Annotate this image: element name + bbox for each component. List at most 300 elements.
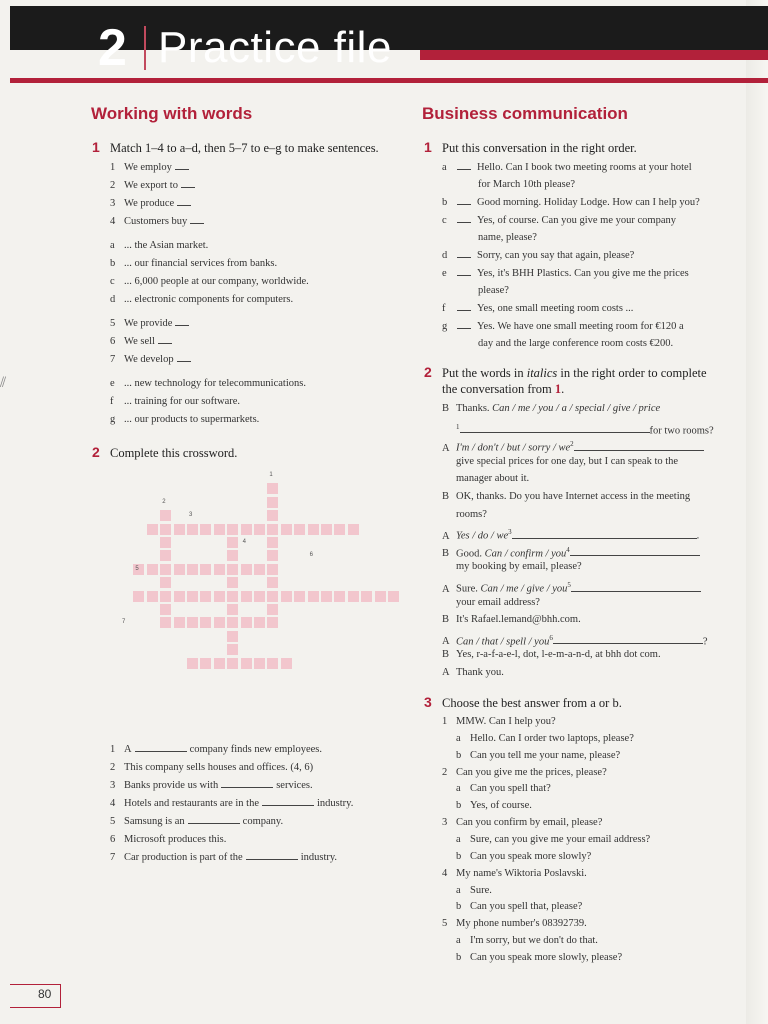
answer-option-b[interactable] bbox=[456, 951, 622, 965]
crossword-cell[interactable] bbox=[267, 658, 278, 669]
match-item bbox=[110, 179, 195, 193]
crossword-clue bbox=[110, 743, 322, 757]
exercise-instruction: Put the words in italics in the right order to complete the conversation from 1. bbox=[442, 366, 707, 396]
item-label: 6 bbox=[110, 336, 116, 347]
item-label: 7 bbox=[110, 354, 116, 365]
crossword-cell[interactable] bbox=[294, 524, 305, 535]
item-text: Yes. We have one small meeting room for €120 a bbox=[477, 321, 684, 332]
answer-blank[interactable] bbox=[221, 779, 273, 788]
dialogue-text: your email address? bbox=[456, 596, 540, 608]
item-text: Customers buy bbox=[124, 216, 188, 227]
item-label: 2 bbox=[110, 180, 116, 191]
match-item bbox=[110, 215, 204, 229]
answer-blank[interactable] bbox=[188, 815, 240, 824]
crossword-cell[interactable] bbox=[254, 591, 265, 602]
crossword-cell[interactable] bbox=[321, 524, 332, 535]
crossword-clue bbox=[110, 761, 313, 775]
exercise-number: 1 bbox=[92, 139, 100, 155]
match-item bbox=[110, 161, 189, 175]
crossword-cell[interactable] bbox=[214, 658, 225, 669]
dialogue-text-end: ? bbox=[702, 636, 708, 648]
option-label: b bbox=[456, 850, 462, 862]
crossword-cell[interactable] bbox=[160, 604, 171, 615]
crossword-cell[interactable] bbox=[334, 591, 345, 602]
dialogue-text: rooms? bbox=[456, 508, 487, 520]
item-label: g bbox=[110, 414, 116, 425]
crossword-cell[interactable] bbox=[227, 591, 238, 602]
question bbox=[442, 867, 587, 881]
crossword-cell[interactable] bbox=[160, 524, 171, 535]
dialogue-line bbox=[442, 666, 504, 680]
crossword-clue-number: 7 bbox=[122, 619, 126, 626]
crossword-cell[interactable] bbox=[227, 644, 238, 655]
crossword-cell[interactable] bbox=[200, 564, 211, 575]
answer-blank[interactable] bbox=[457, 249, 471, 258]
option-text: Sure, can you give me your email address? bbox=[470, 834, 651, 845]
match-item bbox=[110, 335, 172, 349]
answer-blank[interactable] bbox=[181, 179, 195, 188]
dialogue-line bbox=[442, 420, 714, 439]
crossword-cell[interactable] bbox=[227, 658, 238, 669]
item-text: We develop bbox=[124, 354, 174, 365]
option-text: Yes, of course. bbox=[470, 800, 532, 812]
question-number: 3 bbox=[442, 817, 448, 829]
crossword-cell[interactable] bbox=[267, 550, 278, 561]
option-label: a bbox=[456, 935, 461, 947]
exercise-number: 1 bbox=[424, 139, 432, 155]
crossword-cell[interactable] bbox=[200, 524, 211, 535]
crossword-cell[interactable] bbox=[227, 537, 238, 548]
crossword-clue-number: 6 bbox=[309, 552, 313, 559]
crossword-cell[interactable] bbox=[174, 591, 185, 602]
speaker-label: B bbox=[442, 491, 450, 502]
question-text: Can you give me the prices, please? bbox=[456, 766, 607, 778]
crossword-cell[interactable] bbox=[294, 591, 305, 602]
question-text: MMW. Can I help you? bbox=[456, 716, 556, 727]
question-text: My phone number's 08392739. bbox=[456, 918, 587, 930]
crossword-cell[interactable] bbox=[334, 524, 345, 535]
answer-blank[interactable] bbox=[175, 161, 189, 170]
option-text: Can you speak more slowly, please? bbox=[470, 952, 623, 963]
item-label: b bbox=[110, 258, 116, 269]
dialogue-text-end: for two rooms? bbox=[649, 425, 714, 437]
answer-blank[interactable] bbox=[457, 161, 471, 170]
match-option bbox=[110, 275, 309, 289]
crossword-cell[interactable] bbox=[187, 564, 198, 575]
jumbled-words: I'm / don't / but / sorry / we bbox=[456, 442, 571, 454]
answer-option-b[interactable] bbox=[456, 799, 532, 813]
conversation-line bbox=[442, 161, 692, 175]
clue-text: Microsoft produces this. bbox=[124, 834, 227, 845]
option-label: a bbox=[456, 884, 461, 896]
dialogue-text: Good. bbox=[456, 548, 485, 560]
dialogue-line bbox=[442, 490, 690, 504]
question-number: 5 bbox=[442, 918, 448, 930]
answer-blank[interactable] bbox=[460, 424, 650, 433]
match-option bbox=[110, 395, 240, 409]
dialogue-text: Thank you. bbox=[456, 667, 504, 678]
clue-number: 3 bbox=[110, 780, 116, 791]
answer-option-b[interactable] bbox=[456, 850, 591, 864]
question-number: 2 bbox=[442, 766, 448, 778]
question bbox=[442, 766, 607, 780]
item-text: ... new technology for telecommunications. bbox=[124, 378, 306, 389]
clue-number: 4 bbox=[110, 798, 116, 809]
crossword-cell[interactable] bbox=[200, 617, 211, 628]
item-label: 5 bbox=[110, 318, 116, 329]
answer-option-a[interactable] bbox=[456, 884, 492, 898]
item-text-continued: day and the large conference room costs €200. bbox=[478, 338, 674, 349]
answer-blank[interactable] bbox=[571, 583, 701, 592]
crossword-cell[interactable] bbox=[267, 524, 278, 535]
speaker-label: A bbox=[442, 636, 450, 648]
item-text: Yes, one small meeting room costs ... bbox=[477, 303, 634, 314]
clue-text: Samsung is an bbox=[124, 816, 185, 827]
item-text: Yes, of course. Can you give me your company bbox=[477, 215, 676, 226]
dialogue-line bbox=[442, 437, 704, 456]
answer-blank[interactable] bbox=[246, 851, 298, 860]
option-text: Sure. bbox=[470, 884, 492, 896]
crossword-cell[interactable] bbox=[348, 524, 359, 535]
item-text-continued: name, please? bbox=[478, 232, 537, 243]
answer-blank[interactable] bbox=[457, 196, 471, 205]
gap-number: 6 bbox=[549, 633, 553, 642]
gap-number: 4 bbox=[566, 545, 570, 554]
item-label: e bbox=[442, 268, 447, 279]
answer-option-b[interactable] bbox=[456, 749, 620, 763]
crossword-cell[interactable] bbox=[308, 591, 319, 602]
crossword-cell[interactable] bbox=[254, 524, 265, 535]
dialogue-line bbox=[442, 402, 660, 416]
dialogue-text-end: . bbox=[696, 530, 700, 542]
unit-number: 2 bbox=[98, 19, 127, 77]
option-text: Can you spell that, please? bbox=[470, 901, 583, 913]
crossword-cell[interactable] bbox=[227, 550, 238, 561]
crossword-clue-number: 1 bbox=[269, 472, 273, 478]
crossword-cell[interactable] bbox=[254, 564, 265, 575]
dialogue-text: manager about it. bbox=[456, 473, 530, 485]
crossword-cell[interactable] bbox=[361, 591, 372, 602]
crossword-cell[interactable] bbox=[160, 577, 171, 588]
crossword-cell[interactable] bbox=[200, 591, 211, 602]
speaker-label: B bbox=[442, 403, 450, 414]
crossword-cell[interactable] bbox=[187, 524, 198, 535]
crossword-cell[interactable] bbox=[147, 591, 158, 602]
crossword-cell[interactable] bbox=[254, 658, 265, 669]
dialogue-line bbox=[442, 560, 582, 574]
crossword-cell[interactable] bbox=[267, 564, 278, 575]
jumbled-words: Can / me / you / a / special / give / price bbox=[492, 403, 661, 414]
question bbox=[442, 816, 602, 830]
crossword-cell[interactable] bbox=[267, 577, 278, 588]
match-item bbox=[110, 353, 191, 367]
item-text: Hello. Can I book two meeting rooms at your hotel bbox=[477, 162, 692, 173]
exercise-number: 3 bbox=[424, 694, 432, 710]
crossword-cell[interactable] bbox=[160, 510, 171, 521]
answer-blank[interactable] bbox=[457, 302, 471, 311]
crossword-cell[interactable] bbox=[388, 591, 399, 602]
dialogue-line bbox=[442, 648, 661, 662]
jumbled-words: Can / me / give / you bbox=[480, 583, 568, 595]
binder-clip-icon: ⫽ bbox=[0, 376, 7, 391]
crossword-cell[interactable] bbox=[227, 604, 238, 615]
speaker-label: A bbox=[442, 442, 450, 454]
crossword-cell[interactable] bbox=[241, 524, 252, 535]
crossword-cell[interactable] bbox=[133, 591, 144, 602]
answer-blank[interactable] bbox=[570, 547, 700, 556]
crossword-cell[interactable] bbox=[227, 524, 238, 535]
crossword-cell[interactable] bbox=[214, 617, 225, 628]
conversation-line bbox=[442, 196, 700, 210]
speaker-label: A bbox=[442, 583, 450, 595]
clue-text-end: company. bbox=[242, 816, 284, 827]
dialogue-line bbox=[442, 631, 708, 650]
crossword-cell[interactable] bbox=[227, 564, 238, 575]
speaker-label: B bbox=[442, 614, 450, 626]
crossword-cell[interactable] bbox=[187, 658, 198, 669]
header-separator bbox=[144, 26, 146, 70]
crossword-clue bbox=[110, 851, 337, 865]
answer-blank[interactable] bbox=[553, 635, 703, 644]
item-text-continued: for March 10th please? bbox=[478, 179, 576, 190]
dialogue-text: Yes, r-a-f-a-e-l, dot, l-e-m-a-n-d, at bhh dot com. bbox=[456, 649, 661, 661]
crossword-cell[interactable] bbox=[348, 591, 359, 602]
item-label: c bbox=[442, 215, 447, 226]
section-title-business-communication: Business communication bbox=[422, 104, 628, 123]
answer-option-a[interactable] bbox=[456, 782, 551, 796]
item-label: d bbox=[110, 294, 116, 305]
crossword-cell[interactable] bbox=[267, 537, 278, 548]
crossword-cell[interactable] bbox=[147, 524, 158, 535]
crossword-cell[interactable] bbox=[200, 658, 211, 669]
clue-text: Banks provide us with bbox=[124, 780, 219, 791]
page-number: 80 bbox=[38, 987, 52, 1001]
answer-blank[interactable] bbox=[158, 335, 172, 344]
crossword-cell[interactable] bbox=[160, 564, 171, 575]
crossword-cell[interactable] bbox=[241, 617, 252, 628]
answer-option-a[interactable] bbox=[456, 833, 650, 847]
gap-number: 2 bbox=[570, 440, 574, 449]
crossword-cell[interactable] bbox=[241, 658, 252, 669]
question-text: Can you confirm by email, please? bbox=[456, 817, 603, 829]
clue-number: 5 bbox=[110, 816, 116, 827]
option-text: Hello. Can I order two laptops, please? bbox=[470, 732, 634, 744]
answer-blank[interactable] bbox=[457, 320, 471, 329]
clue-text: Hotels and restaurants are in the bbox=[124, 798, 259, 809]
item-label: 1 bbox=[110, 162, 116, 173]
match-option bbox=[110, 377, 306, 391]
dialogue-line bbox=[442, 508, 487, 522]
crossword-cell[interactable] bbox=[214, 524, 225, 535]
item-label: f bbox=[442, 303, 446, 314]
item-label: e bbox=[110, 378, 115, 389]
answer-blank[interactable] bbox=[512, 530, 697, 539]
crossword-cell[interactable] bbox=[160, 617, 171, 628]
exercise-instruction: Choose the best answer from a or b. bbox=[442, 696, 622, 710]
speaker-label: B bbox=[442, 548, 450, 560]
item-label: a bbox=[442, 162, 447, 173]
jumbled-words: Yes / do / we bbox=[456, 530, 509, 542]
item-text: ... our products to supermarkets. bbox=[124, 414, 260, 425]
gap-number: 3 bbox=[508, 528, 512, 537]
crossword-cell[interactable] bbox=[241, 591, 252, 602]
match-option bbox=[110, 257, 277, 271]
answer-blank[interactable] bbox=[574, 442, 704, 451]
crossword-cell[interactable] bbox=[308, 524, 319, 535]
page-number-box bbox=[10, 984, 61, 1008]
crossword-cell[interactable] bbox=[174, 564, 185, 575]
dialogue-text: my booking by email, please? bbox=[456, 561, 582, 573]
crossword-cell[interactable] bbox=[241, 564, 252, 575]
option-label: a bbox=[456, 783, 461, 795]
crossword-cell[interactable] bbox=[267, 617, 278, 628]
crossword-cell[interactable] bbox=[267, 510, 278, 521]
crossword-clue-number: 3 bbox=[189, 512, 193, 519]
clue-number: 1 bbox=[110, 744, 116, 755]
crossword-cell[interactable] bbox=[187, 591, 198, 602]
crossword-clue-number: 4 bbox=[242, 539, 246, 545]
crossword-clue bbox=[110, 797, 353, 811]
clue-number: 7 bbox=[110, 852, 116, 863]
item-label: c bbox=[110, 276, 115, 287]
item-label: 3 bbox=[110, 198, 116, 209]
gap-number: 1 bbox=[456, 422, 460, 431]
crossword-cell[interactable] bbox=[321, 591, 332, 602]
item-text: ... our financial services from banks. bbox=[124, 258, 278, 269]
item-text: We export to bbox=[124, 180, 178, 191]
answer-option-a[interactable] bbox=[456, 732, 634, 746]
item-text: ... training for our software. bbox=[124, 396, 241, 407]
crossword-cell[interactable] bbox=[160, 550, 171, 561]
speaker-label: A bbox=[442, 530, 450, 542]
dialogue-text: It's Rafael.lemand@bhh.com. bbox=[456, 614, 581, 626]
crossword-cell[interactable] bbox=[227, 577, 238, 588]
conversation-line bbox=[442, 267, 689, 281]
answer-blank[interactable] bbox=[190, 215, 204, 224]
option-text: I'm sorry, but we don't do that. bbox=[470, 935, 598, 947]
clue-text-end: industry. bbox=[317, 798, 354, 809]
crossword-clue bbox=[110, 833, 226, 847]
crossword-cell[interactable] bbox=[160, 537, 171, 548]
crossword-cell[interactable] bbox=[160, 591, 171, 602]
item-label: d bbox=[442, 250, 448, 261]
answer-blank[interactable] bbox=[177, 197, 191, 206]
conversation-line bbox=[442, 249, 634, 263]
answer-blank[interactable] bbox=[262, 797, 314, 806]
crossword-cell[interactable] bbox=[187, 617, 198, 628]
match-option bbox=[110, 413, 259, 427]
conversation-line bbox=[442, 302, 633, 316]
crossword-cell[interactable] bbox=[227, 631, 238, 642]
dialogue-line bbox=[442, 525, 699, 544]
crossword-cell[interactable] bbox=[214, 564, 225, 575]
crossword-cell[interactable] bbox=[281, 591, 292, 602]
dialogue-line bbox=[442, 543, 700, 562]
dialogue-line bbox=[442, 455, 678, 469]
answer-blank[interactable] bbox=[177, 353, 191, 362]
exercise-number: 2 bbox=[424, 364, 432, 380]
crossword-cell[interactable] bbox=[214, 591, 225, 602]
answer-blank[interactable] bbox=[457, 267, 471, 276]
conversation-line bbox=[442, 320, 684, 334]
exercise-instruction: Complete this crossword. bbox=[110, 446, 238, 460]
section-title-working-with-words: Working with words bbox=[91, 104, 253, 123]
item-text: Yes, it's BHH Plastics. Can you give me the prices bbox=[477, 268, 689, 279]
option-text: Can you spell that? bbox=[470, 783, 551, 795]
crossword-cell[interactable] bbox=[281, 524, 292, 535]
question-number: 1 bbox=[442, 716, 448, 727]
crossword-cell[interactable] bbox=[267, 591, 278, 602]
crossword-cell[interactable] bbox=[375, 591, 386, 602]
match-option bbox=[110, 293, 293, 307]
item-text-continued: please? bbox=[478, 285, 509, 296]
speaker-label: A bbox=[442, 667, 450, 678]
answer-blank[interactable] bbox=[135, 743, 187, 752]
question-text: My name's Wiktoria Poslavski. bbox=[456, 867, 587, 879]
item-text: Good morning. Holiday Lodge. How can I help you? bbox=[477, 197, 700, 208]
answer-option-a[interactable] bbox=[456, 934, 598, 948]
match-option bbox=[110, 239, 208, 253]
gap-number: 5 bbox=[567, 581, 571, 589]
item-text: ... the Asian market. bbox=[124, 240, 209, 251]
crossword-cell[interactable] bbox=[267, 483, 278, 494]
item-text: ... electronic components for computers. bbox=[124, 294, 294, 305]
item-text: We provide bbox=[124, 318, 173, 329]
item-text: We sell bbox=[124, 336, 155, 347]
dialogue-line bbox=[442, 613, 581, 627]
page-title: Practice file bbox=[158, 23, 392, 72]
exercise-number: 2 bbox=[92, 444, 100, 460]
crossword-cell[interactable] bbox=[147, 564, 158, 575]
dialogue-text: Thanks. bbox=[456, 403, 493, 414]
answer-option-b[interactable] bbox=[456, 900, 582, 914]
crossword-cell[interactable] bbox=[254, 617, 265, 628]
match-item bbox=[110, 197, 191, 211]
crossword-cell[interactable] bbox=[281, 658, 292, 669]
item-text: We produce bbox=[124, 198, 175, 209]
page-edge bbox=[746, 0, 768, 1024]
crossword-cell[interactable] bbox=[267, 497, 278, 508]
clue-text: This company sells houses and offices. (4, 6) bbox=[124, 762, 314, 773]
clue-text-end: company finds new employees. bbox=[189, 744, 322, 755]
option-text: Can you speak more slowly? bbox=[470, 850, 592, 862]
answer-blank[interactable] bbox=[175, 317, 189, 326]
answer-blank[interactable] bbox=[457, 214, 471, 223]
question bbox=[442, 917, 587, 931]
crossword-clue-number: 2 bbox=[162, 498, 166, 505]
crossword-cell[interactable] bbox=[267, 604, 278, 615]
crossword-clue bbox=[110, 815, 283, 829]
clue-text-end: services. bbox=[276, 780, 313, 791]
dialogue-line bbox=[442, 578, 701, 597]
dialogue-text: Sure. bbox=[456, 583, 481, 595]
question-number: 4 bbox=[442, 867, 448, 879]
conversation-line bbox=[442, 214, 676, 228]
item-label: g bbox=[442, 321, 448, 332]
item-label: 4 bbox=[110, 216, 116, 227]
question bbox=[442, 715, 556, 729]
dialogue-text: give special prices for one day, but I can speak to the bbox=[456, 455, 679, 467]
crossword-cell[interactable] bbox=[174, 617, 185, 628]
crossword-cell[interactable] bbox=[174, 524, 185, 535]
crossword-clue bbox=[110, 779, 313, 793]
dialogue-line bbox=[442, 596, 540, 610]
item-label: b bbox=[442, 197, 448, 208]
jumbled-words: Can / confirm / you bbox=[484, 548, 567, 560]
crossword-cell[interactable] bbox=[227, 617, 238, 628]
speaker-label: B bbox=[442, 649, 450, 661]
exercise-instruction: Match 1–4 to a–d, then 5–7 to e–g to make sentences. bbox=[110, 141, 379, 155]
